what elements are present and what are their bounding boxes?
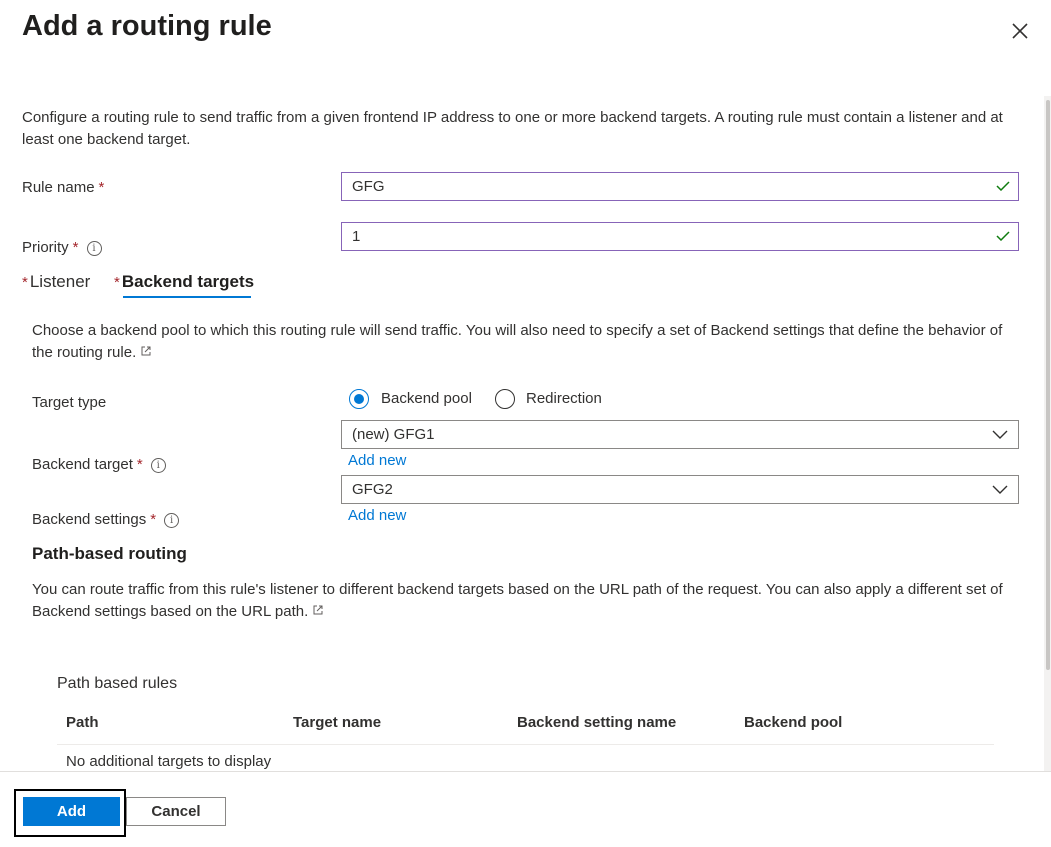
intro-text: Configure a routing rule to send traffic from a given frontend IP address to one or more backend targets. A routing rule must contain a listener and at least one backend target. (22, 109, 1003, 148)
required-marker: * (72, 239, 79, 256)
info-icon[interactable]: i (164, 513, 179, 528)
info-icon[interactable]: i (87, 241, 102, 256)
empty-table-message: No additional targets to display (66, 753, 272, 770)
required-marker: * (150, 511, 157, 528)
column-header-path: Path (66, 714, 99, 731)
target-type-label: Target type (32, 394, 107, 411)
backend-settings-value: GFG2 (352, 481, 393, 498)
radio-backend-pool-label[interactable]: Backend pool (381, 390, 472, 407)
path-routing-description (32, 579, 1012, 623)
chevron-down-icon (992, 430, 1008, 439)
priority-input[interactable] (341, 222, 1019, 251)
cancel-button[interactable]: Cancel (126, 797, 226, 826)
priority-label-text: Priority (22, 239, 69, 256)
priority-label (22, 238, 102, 258)
required-marker: * (114, 274, 120, 291)
radio-redirection-label[interactable]: Redirection (526, 390, 602, 407)
path-rules-title: Path based rules (57, 675, 178, 692)
checkmark-icon (996, 231, 1010, 241)
radio-backend-pool[interactable] (349, 389, 369, 409)
required-marker: * (98, 179, 105, 196)
column-header-target-name: Target name (293, 714, 382, 731)
backend-settings-dropdown[interactable] (341, 475, 1019, 504)
info-icon[interactable]: i (151, 458, 166, 473)
backend-settings-label (32, 510, 179, 530)
backend-description-text: Choose a backend pool to which this routing rule will send traffic. You will also need to specify a set of Backend settings that define the behavior of the routing rule. (32, 322, 1003, 361)
close-icon[interactable] (1007, 18, 1033, 44)
backend-target-label (32, 455, 166, 475)
path-routing-title: Path-based routing (32, 544, 187, 563)
dialog-title: Add a routing rule (22, 10, 272, 42)
tab-backend-targets[interactable] (114, 270, 254, 295)
external-link-icon[interactable] (312, 604, 324, 616)
backend-target-dropdown[interactable] (341, 420, 1019, 449)
external-link-icon[interactable] (140, 345, 152, 357)
required-marker: * (22, 274, 28, 291)
backend-target-value: (new) GFG1 (352, 426, 435, 443)
active-tab-indicator (123, 296, 251, 298)
backend-description (32, 320, 1012, 364)
path-routing-description-text: You can route traffic from this rule's listener to different backend targets based on the URL path of the request. You can also apply a different set of Backend settings based on the URL path. (32, 581, 1003, 620)
backend-settings-label-text: Backend settings (32, 511, 147, 528)
required-marker: * (136, 456, 143, 473)
table-divider (57, 744, 994, 745)
radio-redirection[interactable] (495, 389, 515, 409)
tab-listener[interactable] (22, 270, 90, 295)
column-header-backend-setting-name: Backend setting name (517, 714, 677, 731)
add-new-backend-target-link[interactable]: Add new (348, 452, 407, 469)
tab-backend-targets-label: Backend targets (121, 272, 255, 291)
column-header-backend-pool: Backend pool (744, 714, 843, 731)
add-new-backend-settings-link[interactable]: Add new (348, 507, 407, 524)
rule-name-input[interactable] (341, 172, 1019, 201)
add-button[interactable]: Add (23, 797, 120, 826)
checkmark-icon (996, 181, 1010, 191)
rule-name-label (22, 178, 104, 198)
chevron-down-icon (992, 485, 1008, 494)
backend-target-label-text: Backend target (32, 456, 133, 473)
tab-listener-label: Listener (29, 272, 91, 291)
scrollbar-thumb[interactable] (1046, 100, 1050, 670)
rule-name-label-text: Rule name (22, 179, 95, 196)
